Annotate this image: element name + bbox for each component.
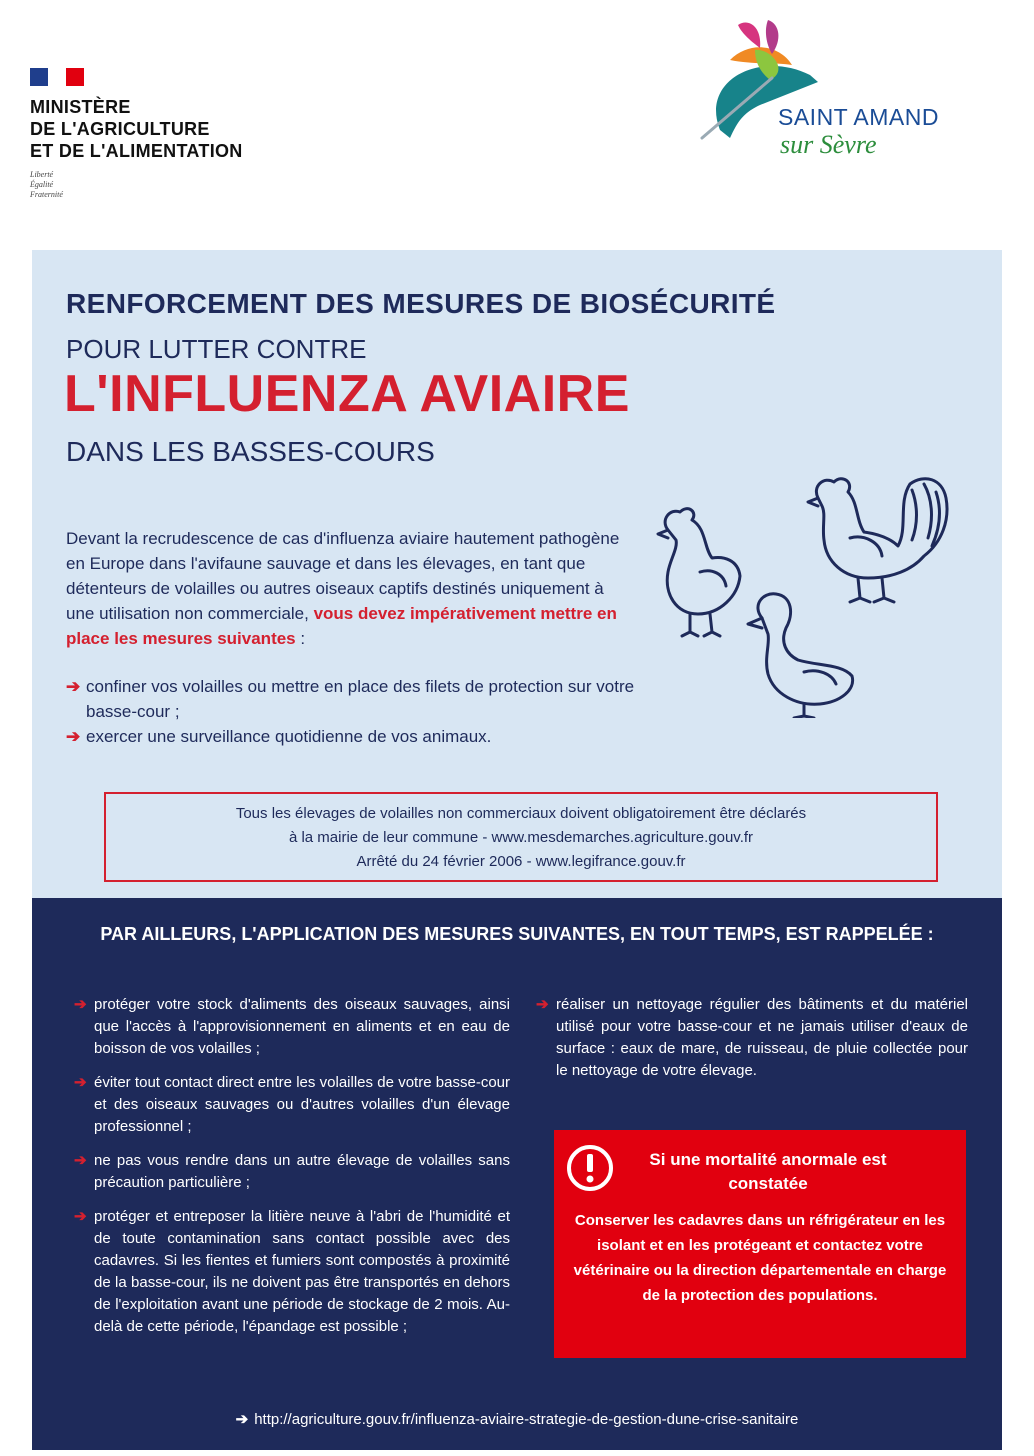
list-item-text: protéger et entreposer la litière neuve à l'abri de l'humidité et de toute contamination sans contact possible avec des cadavres. Si les fientes et fumiers sont compostés à proximité de la basse-cour, ils ne doivent pas être transportés en dehors de l'exploitation avant une période de stockage de 2 mois. Au-delà de cette période, l'épandage est possible ; xyxy=(94,1208,510,1335)
list-item-text: confiner vos volailles ou mettre en place des filets de protection sur votre basse-cour ; xyxy=(86,677,635,721)
arrow-icon: ➔ xyxy=(66,677,81,696)
list-item xyxy=(74,994,510,1060)
biosecurity-poster xyxy=(32,250,1002,1450)
list-item-text: éviter tout contact direct entre les volailles de votre basse-cour et des oiseaux sauvages ou d'autres volailles d'un élevage professionnel ; xyxy=(94,1074,510,1135)
intro-paragraph xyxy=(66,526,626,651)
arrow-icon: ➔ xyxy=(536,996,549,1013)
poster-title-main: L'INFLUENZA AVIAIRE xyxy=(64,365,630,423)
arrow-icon: ➔ xyxy=(74,1074,87,1091)
registration-notice xyxy=(104,792,938,882)
poster-title-line4: DANS LES BASSES-COURS xyxy=(66,436,435,467)
republic-motto: Liberté Égalité Fraternité xyxy=(30,170,63,199)
list-item xyxy=(74,1072,510,1138)
measures-left-column xyxy=(74,994,510,1350)
notice-line: Arrêté du 24 février 2006 - www.legifrance.gouv.fr xyxy=(356,853,686,870)
footer-link[interactable]: http://agriculture.gouv.fr/influenza-aviaire-strategie-de-gestion-dune-crise-sanitaire xyxy=(254,1411,799,1428)
list-item xyxy=(66,674,636,724)
footer-link-line xyxy=(32,1410,1002,1428)
list-item-text: ne pas vous rendre dans un autre élevage de volailles sans précaution particulière ; xyxy=(94,1152,510,1191)
list-item xyxy=(66,724,636,749)
list-item-text: protéger votre stock d'aliments des oiseaux sauvages, ainsi que l'accès à l'approvisionnement en aliments et en eau de boisson de vos volailles ; xyxy=(94,996,510,1057)
notice-line: à la mairie de leur commune - www.mesdemarches.agriculture.gouv.fr xyxy=(288,829,754,846)
arrow-icon: ➔ xyxy=(74,1208,87,1225)
french-flag-icon xyxy=(30,68,84,86)
town-subtitle: sur Sèvre xyxy=(780,130,877,159)
reminder-title: PAR AILLEURS, L'APPLICATION DES MESURES SUIVANTES, EN TOUT TEMPS, EST RAPPELÉE : xyxy=(100,924,934,944)
town-logo xyxy=(700,20,1000,170)
poster-bottom-section xyxy=(32,898,1002,1450)
list-item xyxy=(536,994,968,1082)
poultry-illustration-icon xyxy=(628,468,968,718)
intro-colon: : xyxy=(295,629,306,648)
ministry-logo xyxy=(30,68,310,200)
alert-title: Si une mortalité anormale est constatée xyxy=(649,1150,887,1193)
notice-line: Tous les élevages de volailles non commerciaux doivent obligatoirement être déclarés xyxy=(235,805,807,822)
poster-title-line2: POUR LUTTER CONTRE xyxy=(66,334,367,364)
arrow-icon: ➔ xyxy=(66,727,81,746)
intro-text: Devant la recrudescence de cas d'influenza aviaire hautement pathogène en Europe dans l'avifaune sauvage et dans les élevages, en tant que détenteurs de volailles ou autres oiseaux captifs destinés uniquement à une utilisation non commerciale, xyxy=(66,529,620,623)
arrow-icon: ➔ xyxy=(74,996,87,1013)
alert-body: Conserver les cadavres dans un réfrigérateur en les isolant et en les protégeant et contactez votre vétérinaire ou la direction départementale en charge de la protection des populations. xyxy=(573,1212,947,1304)
arrow-icon: ➔ xyxy=(235,1411,249,1428)
list-item-text: exercer une surveillance quotidienne de vos animaux. xyxy=(86,727,492,746)
measures-right-column xyxy=(536,994,968,1094)
poster-top-section xyxy=(32,250,1002,898)
list-item-text: réaliser un nettoyage régulier des bâtiments et du matériel utilisé pour votre basse-cour et ne jamais utiliser d'eaux de surface : eaux de mare, de ruisseau, de pluie collectée pour le nettoyage de votre élevage. xyxy=(556,996,968,1079)
intro-bullets xyxy=(66,674,636,749)
exclamation-icon xyxy=(566,1144,614,1192)
list-item xyxy=(74,1150,510,1194)
list-item xyxy=(74,1206,510,1338)
poster-title-line1: RENFORCEMENT DES MESURES DE BIOSÉCURITÉ xyxy=(66,288,776,319)
intro-emphasis: vous devez impérativement mettre en place les mesures suivantes xyxy=(66,604,617,648)
mortality-alert-box xyxy=(554,1130,966,1358)
ministry-name: MINISTÈRE DE L'AGRICULTURE ET DE L'ALIMENTATION xyxy=(30,97,243,161)
arrow-icon: ➔ xyxy=(74,1152,87,1169)
town-name: SAINT AMAND xyxy=(778,104,939,130)
